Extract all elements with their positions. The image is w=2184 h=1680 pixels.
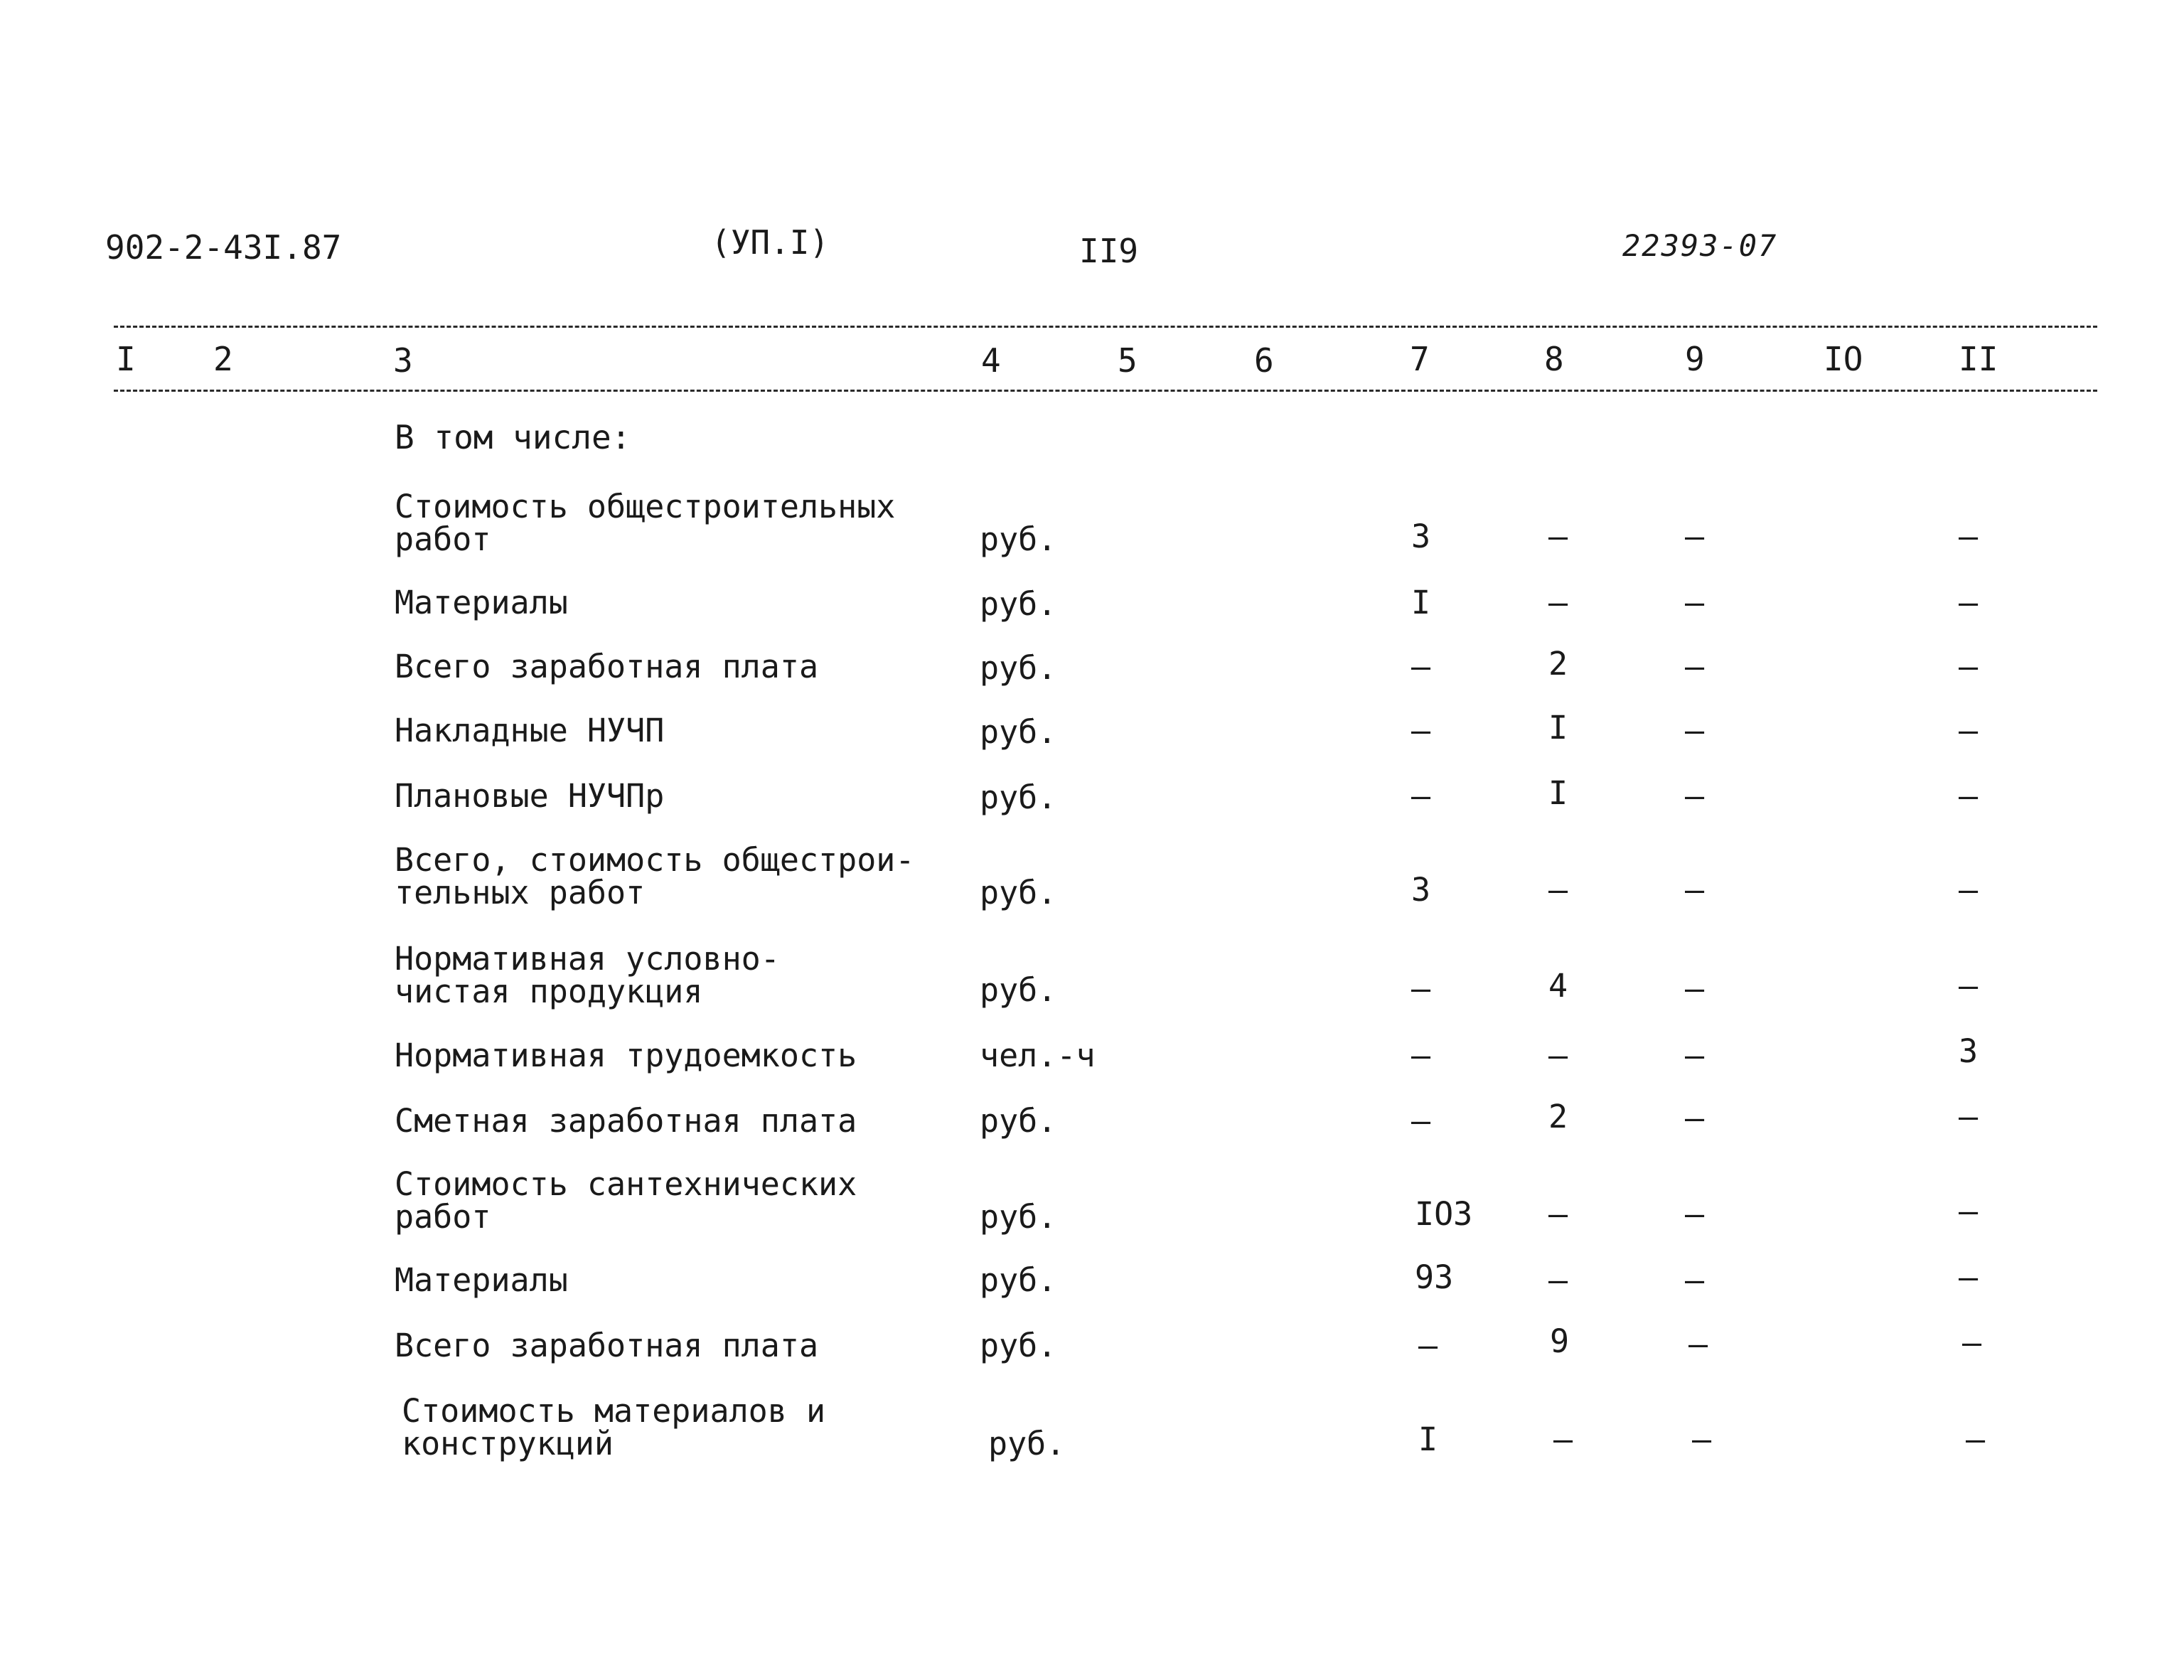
cell-col-9: – — [1685, 777, 1705, 815]
cell-col-7: – — [1411, 712, 1431, 749]
cell-col-9: – — [1685, 518, 1705, 555]
cell-col-9: – — [1685, 970, 1705, 1007]
cell-col-11: – — [1959, 777, 1979, 815]
cell-col-11: – — [1959, 584, 1979, 621]
row-description: Сметная заработная плата — [395, 1102, 857, 1140]
row-description: Плановые НУЧПр — [395, 777, 665, 815]
section-intro: В том числе: — [395, 418, 631, 456]
inventory-stamp: 22393-07 — [1622, 228, 1778, 263]
cell-col-11: – — [1959, 648, 1979, 685]
row-description: Стоимость сантехнических работ — [395, 1165, 857, 1236]
cell-col-11: – — [1959, 1258, 1979, 1296]
cell-col-8: – — [1548, 1261, 1568, 1299]
row-description: Всего, стоимость общестрои- тельных работ — [395, 841, 915, 911]
cell-col-11: – — [1962, 1324, 1982, 1361]
row-description: Всего заработная плата — [395, 1327, 819, 1364]
column-number-2: 2 — [213, 340, 233, 378]
cell-col-8: – — [1548, 1037, 1568, 1074]
row-description: Стоимость общестроительных работ — [395, 488, 896, 558]
row-unit: руб. — [980, 1261, 1057, 1299]
row-unit: руб. — [980, 1102, 1057, 1140]
cell-col-9: – — [1685, 1099, 1705, 1137]
cell-col-8: – — [1548, 518, 1568, 555]
cell-col-9: – — [1685, 712, 1705, 749]
cell-col-8: 2 — [1548, 1098, 1568, 1135]
row-unit: руб. — [980, 1198, 1057, 1236]
cell-col-11: – — [1959, 1098, 1979, 1135]
cell-col-7: 3 — [1411, 518, 1431, 555]
column-number-1: I — [116, 340, 136, 378]
row-description: Нормативная условно- чистая продукция — [395, 940, 780, 1010]
row-description: Стоимость материалов и конструкций — [402, 1392, 826, 1462]
row-unit: руб. — [980, 1327, 1057, 1364]
cell-col-11: – — [1959, 967, 1979, 1005]
cell-col-11: – — [1959, 712, 1979, 749]
cell-col-7: I — [1418, 1420, 1438, 1458]
cell-col-9: – — [1685, 648, 1705, 685]
cell-col-8: 9 — [1550, 1322, 1570, 1360]
row-unit: руб. — [980, 520, 1057, 558]
cell-col-8: – — [1548, 1195, 1568, 1233]
row-unit: руб. — [980, 971, 1057, 1009]
cell-col-7: – — [1411, 648, 1431, 685]
cell-col-9: – — [1688, 1325, 1708, 1363]
cell-col-11: – — [1959, 871, 1979, 909]
album-number: (УП.I) — [711, 223, 830, 262]
cell-col-7: – — [1411, 777, 1431, 815]
cell-col-7: 93 — [1415, 1258, 1454, 1296]
cell-col-11: 3 — [1959, 1032, 1979, 1070]
cell-col-8: I — [1548, 709, 1568, 747]
cell-col-9: – — [1685, 1261, 1705, 1299]
cell-col-7: – — [1418, 1327, 1438, 1364]
column-number-10: IO — [1824, 340, 1863, 378]
document-code: 902-2-43I.87 — [105, 228, 342, 267]
column-number-3: 3 — [393, 341, 413, 380]
row-unit: руб. — [980, 874, 1057, 911]
row-description: Накладные НУЧП — [395, 712, 665, 749]
row-description: Всего заработная плата — [395, 648, 819, 685]
cell-col-7: – — [1411, 1102, 1431, 1140]
cell-col-7: 3 — [1411, 871, 1431, 909]
row-description: Материалы — [395, 584, 568, 621]
column-number-5: 5 — [1118, 341, 1138, 380]
cell-col-8: – — [1553, 1420, 1573, 1458]
row-unit: руб. — [980, 585, 1057, 623]
header-bottom-rule — [114, 390, 2097, 392]
row-description: Материалы — [395, 1261, 568, 1299]
column-number-4: 4 — [981, 341, 1001, 380]
cell-col-9: – — [1685, 584, 1705, 621]
column-number-9: 9 — [1685, 340, 1705, 378]
row-unit: руб. — [988, 1425, 1066, 1462]
row-description: Нормативная трудоемкость — [395, 1037, 857, 1074]
cell-col-11: – — [1966, 1420, 1986, 1458]
header-top-rule — [114, 326, 2097, 328]
cell-col-9: – — [1685, 1037, 1705, 1074]
row-unit: руб. — [980, 779, 1057, 816]
column-number-8: 8 — [1544, 340, 1564, 378]
cell-col-11: – — [1959, 518, 1979, 555]
page-number: II9 — [1079, 232, 1139, 270]
column-number-6: 6 — [1254, 341, 1274, 380]
cell-col-9: – — [1685, 871, 1705, 909]
row-unit: руб. — [980, 649, 1057, 687]
cell-col-7: – — [1411, 1037, 1431, 1074]
cell-col-11: – — [1959, 1192, 1979, 1230]
cell-col-7: IO3 — [1415, 1195, 1473, 1233]
cell-col-8: – — [1548, 871, 1568, 909]
cell-col-9: – — [1685, 1195, 1705, 1233]
cell-col-7: – — [1411, 970, 1431, 1007]
cell-col-8: I — [1548, 774, 1568, 812]
column-number-11: II — [1959, 340, 1998, 378]
cell-col-8: 2 — [1548, 645, 1568, 683]
cell-col-8: 4 — [1548, 967, 1568, 1005]
row-unit: чел.-ч — [980, 1037, 1096, 1074]
row-unit: руб. — [980, 713, 1057, 751]
cell-col-9: – — [1692, 1420, 1712, 1458]
column-number-7: 7 — [1410, 340, 1430, 378]
cell-col-8: – — [1548, 584, 1568, 621]
cell-col-7: I — [1411, 584, 1431, 621]
